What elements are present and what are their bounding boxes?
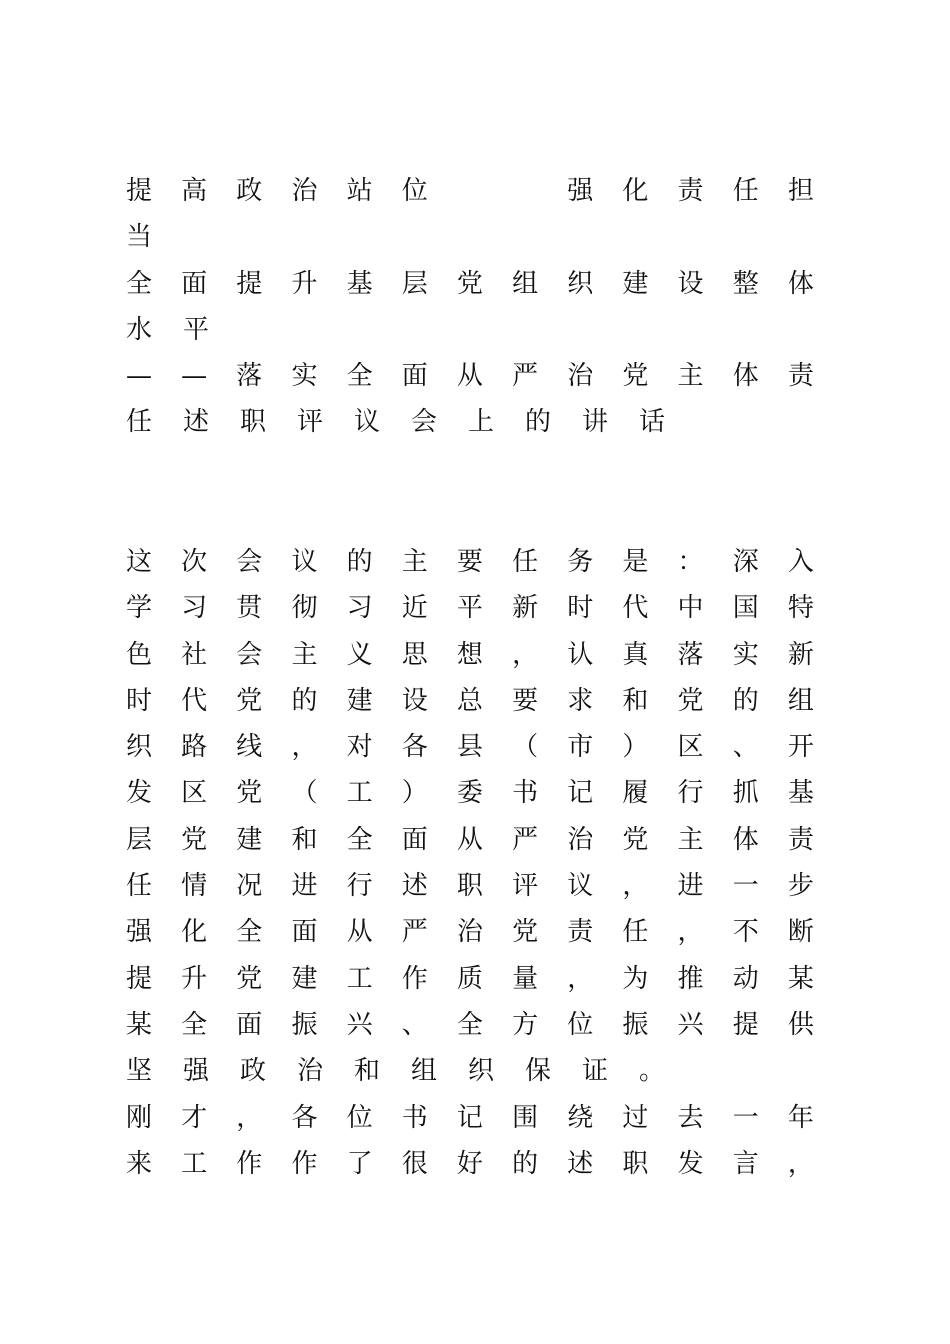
text-glyph: 高 — [181, 176, 208, 206]
text-glyph: 动 — [732, 963, 759, 994]
text-glyph: 任 — [512, 547, 539, 577]
text-glyph: 主 — [401, 547, 428, 577]
body-line — [125, 1141, 815, 1187]
text-glyph: 习 — [346, 593, 373, 624]
text-glyph: 讲 — [581, 407, 608, 438]
text-glyph: ， — [567, 963, 594, 994]
text-glyph: 好 — [456, 1148, 483, 1179]
text-glyph: 思 — [401, 639, 428, 670]
text-glyph: 一 — [732, 1102, 759, 1133]
text-glyph: 治 — [291, 176, 318, 206]
text-glyph: 党 — [622, 361, 649, 392]
text-glyph: 站 — [346, 176, 373, 206]
text-glyph: 区 — [181, 778, 208, 809]
text-glyph: 某 — [125, 1009, 152, 1040]
text-glyph: 职 — [622, 1148, 649, 1179]
text-glyph: 整 — [732, 268, 759, 299]
text-glyph: 治 — [567, 824, 594, 855]
text-glyph: 断 — [787, 917, 814, 948]
text-glyph: 严 — [512, 824, 539, 855]
text-glyph: 时 — [567, 593, 594, 624]
text-glyph: 才 — [181, 1102, 208, 1133]
text-glyph: 评 — [296, 407, 323, 438]
text-glyph: 绕 — [567, 1102, 594, 1133]
text-glyph: 政 — [236, 176, 263, 206]
text-glyph: 代 — [181, 685, 208, 716]
text-glyph: 织 — [567, 268, 594, 299]
text-glyph: 彻 — [291, 593, 318, 624]
text-glyph: ） — [622, 732, 649, 763]
text-glyph: 时 — [125, 685, 152, 716]
text-glyph: 担 — [787, 176, 814, 206]
text-glyph: 议 — [567, 871, 594, 902]
text-glyph: 务 — [567, 547, 594, 577]
text-glyph: ， — [291, 732, 318, 763]
text-glyph: 治 — [567, 361, 594, 392]
text-glyph: 严 — [401, 917, 428, 948]
text-glyph: 组 — [512, 268, 539, 299]
text-glyph — [456, 168, 484, 214]
text-glyph: 深 — [732, 547, 759, 577]
text-glyph: 围 — [512, 1102, 539, 1133]
text-glyph: 化 — [181, 917, 208, 948]
text-glyph: 责 — [677, 176, 704, 206]
speech-body — [125, 539, 815, 1187]
text-glyph: 和 — [291, 824, 318, 855]
text-glyph: 位 — [567, 1009, 594, 1040]
text-glyph: 强 — [182, 1056, 209, 1087]
text-glyph: 代 — [622, 593, 649, 624]
text-glyph: 是 — [622, 547, 649, 577]
text-glyph: 书 — [512, 778, 539, 809]
text-glyph: 色 — [125, 639, 152, 670]
text-glyph: ， — [236, 1102, 263, 1133]
text-glyph: 进 — [291, 871, 318, 902]
text-glyph: 全 — [181, 1009, 208, 1040]
text-glyph: 实 — [732, 639, 759, 670]
text-glyph: 落 — [236, 361, 263, 392]
text-glyph: 述 — [182, 407, 209, 438]
text-glyph: 委 — [456, 778, 483, 809]
title-line — [125, 307, 815, 353]
text-glyph: — — [126, 361, 152, 392]
body-line — [125, 1048, 815, 1094]
text-glyph: 升 — [181, 963, 208, 994]
text-glyph: 次 — [181, 547, 208, 577]
text-glyph: （ — [512, 732, 539, 763]
text-glyph: （ — [291, 778, 318, 809]
text-glyph: 坚 — [125, 1056, 152, 1087]
text-glyph: 要 — [512, 685, 539, 716]
text-glyph: 记 — [456, 1102, 483, 1133]
text-glyph: 面 — [401, 361, 428, 392]
text-glyph: 位 — [401, 176, 428, 206]
text-glyph: 习 — [181, 593, 208, 624]
text-glyph: 记 — [567, 778, 594, 809]
text-glyph: 工 — [346, 778, 373, 809]
text-glyph: 对 — [346, 732, 373, 763]
text-glyph: 新 — [512, 593, 539, 624]
text-glyph: 特 — [787, 593, 814, 624]
text-glyph: 述 — [401, 871, 428, 902]
text-glyph: 体 — [732, 361, 759, 392]
text-glyph: 总 — [456, 685, 483, 716]
text-glyph: 提 — [125, 176, 152, 206]
text-glyph: 评 — [512, 871, 539, 902]
text-glyph: 责 — [787, 361, 814, 392]
text-glyph: 话 — [638, 407, 665, 438]
text-glyph: 全 — [456, 1009, 483, 1040]
text-glyph: ， — [677, 917, 704, 948]
text-glyph: 党 — [181, 824, 208, 855]
text-glyph: 落 — [677, 639, 704, 670]
text-glyph: 要 — [456, 547, 483, 577]
text-glyph: 作 — [236, 1148, 263, 1179]
text-glyph: 振 — [622, 1009, 649, 1040]
text-glyph: 政 — [239, 1056, 266, 1087]
text-glyph: 位 — [346, 1102, 373, 1133]
text-glyph: 全 — [236, 917, 263, 948]
text-glyph: 主 — [677, 824, 704, 855]
text-glyph: 体 — [787, 268, 814, 299]
text-glyph: 质 — [456, 963, 483, 994]
text-glyph: 真 — [622, 639, 649, 670]
text-glyph: 议 — [353, 407, 380, 438]
text-glyph: 工 — [181, 1148, 208, 1179]
text-glyph: 社 — [181, 639, 208, 670]
text-glyph: 任 — [732, 176, 759, 206]
text-glyph: 、 — [732, 732, 759, 763]
text-glyph: 行 — [677, 778, 704, 809]
text-glyph: 发 — [125, 778, 152, 809]
body-line — [125, 956, 815, 1002]
text-glyph: ： — [677, 547, 704, 577]
text-glyph: 供 — [787, 1009, 814, 1040]
text-glyph: 县 — [456, 732, 483, 763]
text-glyph: 证 — [581, 1056, 608, 1087]
text-glyph: 各 — [401, 732, 428, 763]
text-glyph: 步 — [787, 871, 814, 902]
text-glyph: 的 — [512, 1148, 539, 1179]
text-glyph: 的 — [291, 685, 318, 716]
text-glyph: 振 — [291, 1009, 318, 1040]
text-glyph: 求 — [567, 685, 594, 716]
text-glyph: 任 — [125, 871, 152, 902]
text-glyph — [511, 168, 539, 214]
text-glyph: 方 — [512, 1009, 539, 1040]
text-glyph: 不 — [732, 917, 759, 948]
text-glyph: 中 — [677, 593, 704, 624]
text-glyph: 某 — [787, 963, 814, 994]
text-glyph: 面 — [401, 824, 428, 855]
text-glyph: 从 — [346, 917, 373, 948]
text-glyph: ， — [787, 1148, 814, 1179]
text-glyph: 入 — [787, 547, 814, 577]
text-glyph: 严 — [512, 361, 539, 392]
text-glyph: 的 — [524, 407, 551, 438]
text-glyph: 工 — [346, 963, 373, 994]
text-glyph: 基 — [346, 268, 373, 299]
text-glyph: 学 — [125, 593, 152, 624]
text-glyph: 织 — [467, 1056, 494, 1087]
text-glyph: 的 — [732, 685, 759, 716]
text-glyph: 责 — [787, 824, 814, 855]
text-glyph: 会 — [410, 407, 437, 438]
text-glyph: 书 — [401, 1102, 428, 1133]
text-glyph: 市 — [567, 732, 594, 763]
text-glyph: 。 — [638, 1056, 665, 1087]
text-glyph: 开 — [787, 732, 814, 763]
body-line — [125, 770, 815, 816]
body-line — [125, 863, 815, 909]
title-line — [125, 214, 815, 260]
text-glyph: 主 — [677, 361, 704, 392]
text-glyph: 党 — [236, 963, 263, 994]
text-glyph: 一 — [732, 871, 759, 902]
text-glyph: 来 — [125, 1148, 152, 1179]
text-glyph: 主 — [291, 639, 318, 670]
text-glyph: 近 — [401, 593, 428, 624]
text-glyph: 提 — [732, 1009, 759, 1040]
body-line — [125, 585, 815, 631]
text-glyph: 很 — [401, 1148, 428, 1179]
text-glyph: 会 — [236, 639, 263, 670]
text-glyph: 水 — [125, 314, 152, 345]
text-glyph: 责 — [567, 917, 594, 948]
text-glyph: 和 — [622, 685, 649, 716]
text-glyph: 了 — [346, 1148, 373, 1179]
text-glyph: 强 — [125, 917, 152, 948]
text-glyph: 党 — [236, 685, 263, 716]
title-line — [125, 353, 815, 399]
title-line — [125, 261, 815, 307]
text-glyph: 国 — [732, 593, 759, 624]
text-glyph: 议 — [291, 547, 318, 577]
text-glyph: 为 — [622, 963, 649, 994]
text-glyph: 全 — [346, 824, 373, 855]
text-glyph: 建 — [291, 963, 318, 994]
text-glyph: 层 — [125, 824, 152, 855]
speech-title — [125, 168, 815, 446]
text-glyph: 路 — [181, 732, 208, 763]
text-glyph: ， — [512, 639, 539, 670]
body-line — [125, 678, 815, 724]
text-glyph: 织 — [125, 732, 152, 763]
text-glyph: 层 — [401, 268, 428, 299]
text-glyph: 党 — [236, 778, 263, 809]
text-glyph: 想 — [456, 639, 483, 670]
text-glyph: 组 — [410, 1056, 437, 1087]
text-glyph: 履 — [622, 778, 649, 809]
text-glyph: — — [181, 361, 208, 392]
text-glyph: 认 — [567, 639, 594, 670]
text-glyph: 述 — [567, 1148, 594, 1179]
body-line — [125, 909, 815, 955]
text-glyph: 治 — [456, 917, 483, 948]
text-glyph: 言 — [732, 1148, 759, 1179]
text-glyph: 党 — [677, 685, 704, 716]
body-line — [125, 724, 815, 770]
text-glyph: 设 — [677, 268, 704, 299]
title-line — [125, 399, 815, 445]
text-glyph: 组 — [787, 685, 814, 716]
body-line — [125, 817, 815, 863]
text-glyph: 发 — [677, 1148, 704, 1179]
text-glyph: 基 — [787, 778, 814, 809]
text-glyph: ） — [401, 778, 428, 809]
text-glyph: 职 — [239, 407, 266, 438]
text-glyph: 任 — [125, 407, 152, 438]
text-glyph: 提 — [236, 268, 263, 299]
body-line — [125, 1002, 815, 1048]
text-glyph: 过 — [622, 1102, 649, 1133]
text-glyph: 实 — [291, 361, 318, 392]
text-glyph: 建 — [622, 268, 649, 299]
text-glyph: 义 — [346, 639, 373, 670]
text-glyph: 量 — [512, 963, 539, 994]
text-glyph: 去 — [677, 1102, 704, 1133]
text-glyph: 升 — [291, 268, 318, 299]
text-glyph: 治 — [296, 1056, 323, 1087]
text-glyph: 平 — [182, 314, 209, 345]
text-glyph: 推 — [677, 963, 704, 994]
text-glyph: 党 — [622, 824, 649, 855]
text-glyph: 的 — [346, 547, 373, 577]
text-glyph: 刚 — [125, 1102, 152, 1133]
text-glyph: 提 — [125, 963, 152, 994]
text-glyph: 新 — [787, 639, 814, 670]
text-glyph: 各 — [291, 1102, 318, 1133]
text-glyph: 情 — [181, 871, 208, 902]
text-glyph: 抓 — [732, 778, 759, 809]
text-glyph: ， — [622, 871, 649, 902]
text-glyph: 强 — [567, 176, 594, 206]
text-glyph: 年 — [787, 1102, 814, 1133]
text-glyph: 作 — [291, 1148, 318, 1179]
text-glyph: 职 — [456, 871, 483, 902]
text-glyph: 贯 — [236, 593, 263, 624]
text-glyph: 上 — [467, 407, 494, 438]
text-glyph: 兴 — [346, 1009, 373, 1040]
text-glyph: 任 — [622, 917, 649, 948]
text-glyph: 兴 — [677, 1009, 704, 1040]
text-glyph: 行 — [346, 871, 373, 902]
text-glyph: 会 — [236, 547, 263, 577]
text-glyph: 面 — [291, 917, 318, 948]
text-glyph: 体 — [732, 824, 759, 855]
text-glyph: 党 — [456, 268, 483, 299]
text-glyph: 区 — [677, 732, 704, 763]
body-line — [125, 539, 815, 585]
text-glyph: 建 — [346, 685, 373, 716]
text-glyph: 设 — [401, 685, 428, 716]
text-glyph: 面 — [236, 1009, 263, 1040]
body-line — [125, 632, 815, 678]
text-glyph: 面 — [181, 268, 208, 299]
text-glyph: 平 — [456, 593, 483, 624]
text-glyph: 进 — [677, 871, 704, 902]
text-glyph: 况 — [236, 871, 263, 902]
text-glyph: 全 — [125, 268, 152, 299]
text-glyph: 化 — [622, 176, 649, 206]
text-glyph: 当 — [125, 222, 152, 253]
text-glyph: 线 — [236, 732, 263, 763]
text-glyph: 党 — [512, 917, 539, 948]
text-glyph: 作 — [401, 963, 428, 994]
text-glyph: 从 — [456, 361, 483, 392]
text-glyph: 从 — [456, 824, 483, 855]
text-glyph: 这 — [125, 547, 152, 577]
title-line — [125, 168, 815, 214]
text-glyph: 建 — [236, 824, 263, 855]
body-line — [125, 1095, 815, 1141]
text-glyph: 全 — [346, 361, 373, 392]
text-glyph: 保 — [524, 1056, 551, 1087]
text-glyph: 、 — [401, 1009, 428, 1040]
text-glyph: 和 — [353, 1056, 380, 1087]
